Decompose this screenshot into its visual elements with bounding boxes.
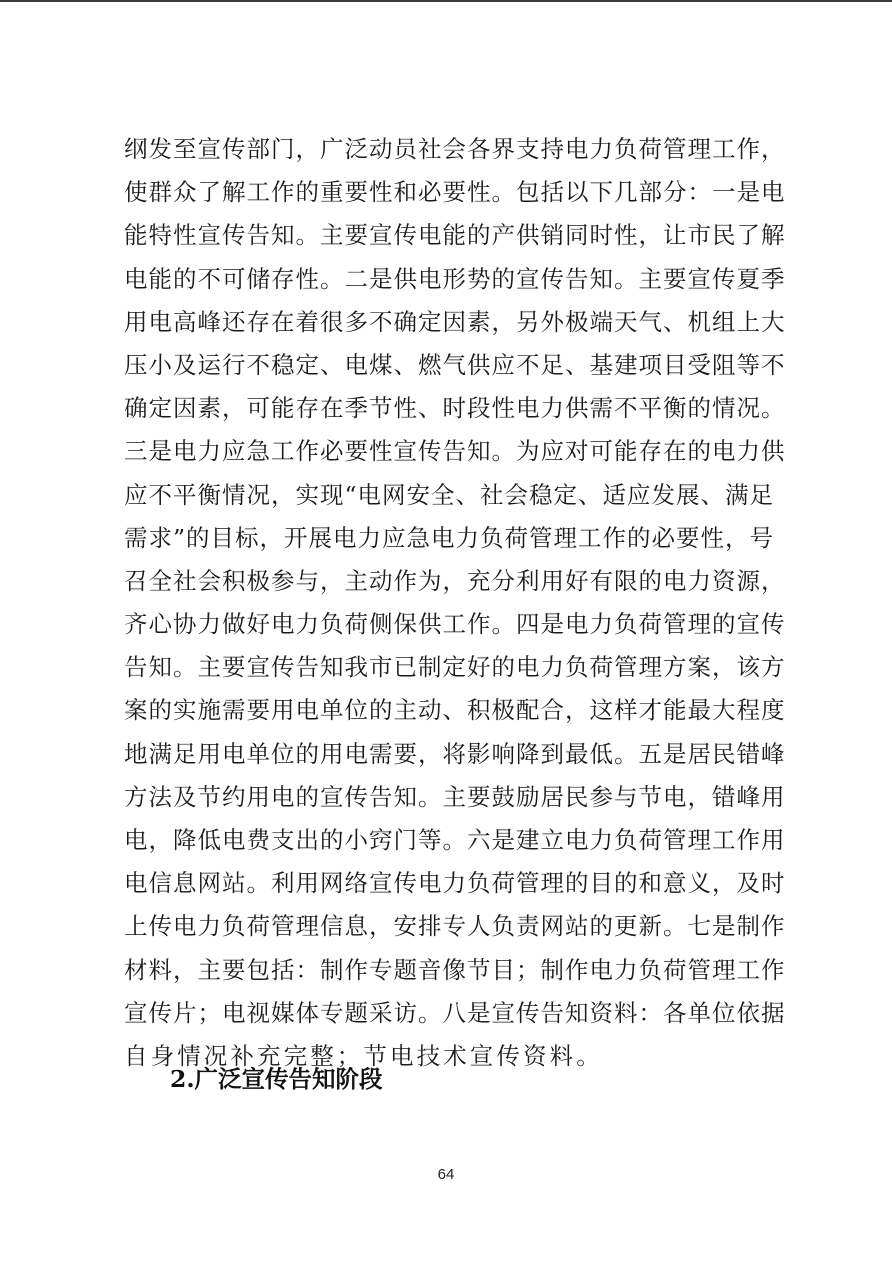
paragraph-line: 电，降低电费支出的小窍门等。六是建立电力负荷管理工作用 (124, 826, 786, 854)
paragraph-line: 召全社会积极参与，主动作为，充分利用好有限的电力资源， (124, 566, 786, 595)
paragraph-line: 纲发至宣传部门，广泛动员社会各界支持电力负荷管理工作， (124, 135, 786, 163)
paragraph-line: 材料，主要包括：制作专题音像节目；制作电力负荷管理工作 (124, 955, 786, 984)
paragraph-line: 压小及运行不稳定、电煤、燃气供应不足、基建项目受阻等不 (124, 350, 786, 379)
paragraph-line: 电能的不可储存性。二是供电形势的宣传告知。主要宣传夏季 (124, 264, 786, 293)
paragraph-line: 使群众了解工作的重要性和必要性。包括以下几部分：一是电 (124, 178, 786, 207)
paragraph-line: 齐心协力做好电力负荷侧保供工作。四是电力负荷管理的宣传 (124, 610, 786, 639)
page-number: 64 (437, 1166, 455, 1183)
paragraph-line: 三是电力应急工作必要性宣传告知。为应对可能存在的电力供 (124, 437, 786, 466)
top-border-line (0, 0, 892, 2)
body-paragraph (124, 128, 786, 1078)
paragraph-line: 需求”的目标，开展电力应急电力负荷管理工作的必要性，号 (124, 523, 775, 552)
paragraph-line: 地满足用电单位的用电需要，将影响降到最低。五是居民错峰 (124, 739, 786, 768)
paragraph-line: 宣传片；电视媒体专题采访。八是宣传告知资料：各单位依据 (124, 998, 786, 1027)
section-heading: 2.广泛宣传告知阶段 (170, 1065, 383, 1093)
paragraph-line: 电信息网站。利用网络宣传电力负荷管理的目的和意义，及时 (124, 869, 786, 898)
paragraph-line: 确定因素，可能存在季节性、时段性电力供需不平衡的情况。 (124, 394, 786, 423)
paragraph-line: 应不平衡情况，实现“电网安全、社会稳定、适应发展、满足 (124, 480, 775, 509)
paragraph-line: 上传电力负荷管理信息，安排专人负责网站的更新。七是制作 (124, 912, 786, 941)
paragraph-line: 用电高峰还存在着很多不确定因素，另外极端天气、机组上大 (124, 307, 786, 336)
paragraph-line: 方法及节约用电的宣传告知。主要鼓励居民参与节电，错峰用 (124, 782, 786, 811)
paragraph-line: 告知。主要宣传告知我市已制定好的电力负荷管理方案，该方 (124, 653, 786, 682)
paragraph-line: 能特性宣传告知。主要宣传电能的产供销同时性，让市民了解 (124, 221, 786, 250)
paragraph-line-last: 自身情况补充完整；节电技术宣传资料。 (124, 1041, 603, 1070)
paragraph-line: 案的实施需要用电单位的主动、积极配合，这样才能最大程度 (124, 696, 786, 725)
